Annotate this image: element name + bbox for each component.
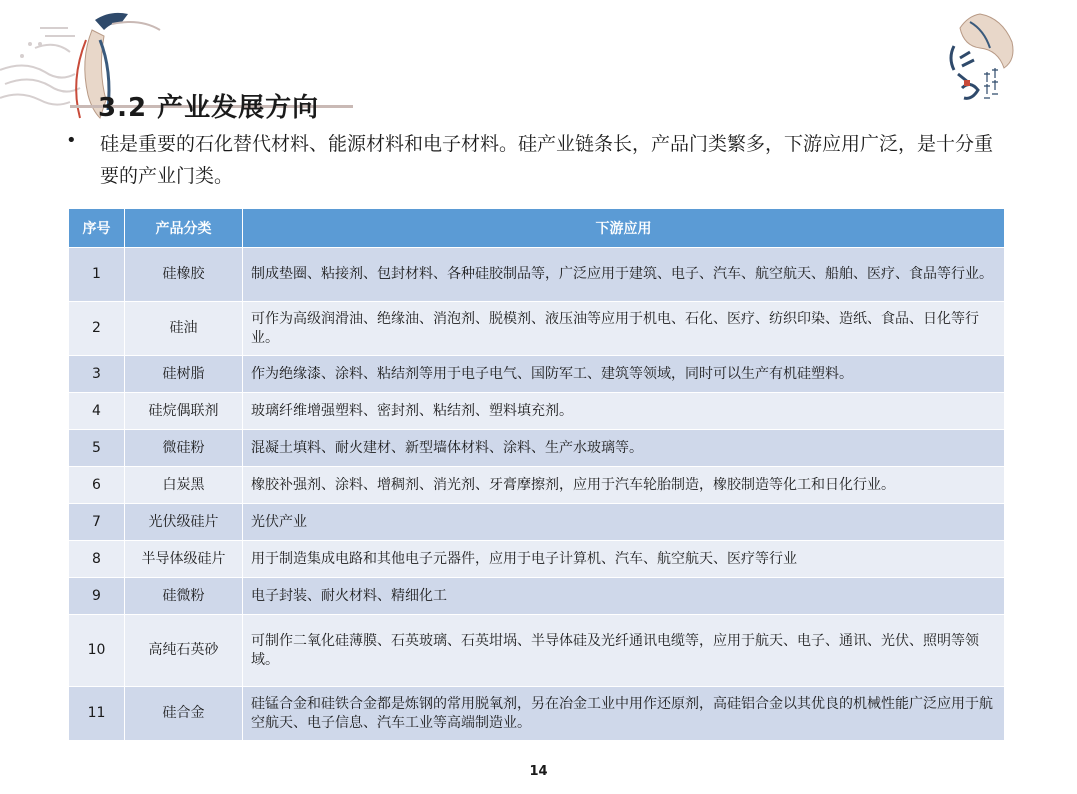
row-application: 混凝土填料、耐火建材、新型墙体材料、涂料、生产水玻璃等。 [243,430,1005,467]
row-application: 硅锰合金和硅铁合金都是炼钢的常用脱氧剂，另在冶金工业中用作还原剂，高硅铝合金以其优良的机械性能广泛应用于航空航天、电子信息、汽车工业等高端制造业。 [243,687,1005,741]
row-num: 7 [69,504,125,541]
row-application: 作为绝缘漆、涂料、粘结剂等用于电子电气、国防军工、建筑等领域，同时可以生产有机硅塑料。 [243,356,1005,393]
row-category: 硅烷偶联剂 [125,393,243,430]
row-num: 2 [69,302,125,356]
table-row [69,504,1005,541]
row-application: 可制作二氧化硅薄膜、石英玻璃、石英坩埚、半导体硅及光纤通讯电缆等，应用于航天、电子、通讯、光伏、照明等领域。 [243,615,1005,687]
table-row [69,393,1005,430]
row-category: 高纯石英砂 [125,615,243,687]
header-category: 产品分类 [125,209,243,248]
page-number: 14 [529,764,548,779]
row-num: 6 [69,467,125,504]
row-num: 4 [69,393,125,430]
row-category: 硅合金 [125,687,243,741]
table-header-row [69,209,1005,248]
table-row [69,578,1005,615]
row-category: 白炭黑 [125,467,243,504]
table-row [69,467,1005,504]
table-row [69,302,1005,356]
intro-text: 硅是重要的石化替代材料、能源材料和电子材料。硅产业链条长，产品门类繁多，下游应用广泛，是十分重要的产业门类。 [100,133,994,187]
row-category: 硅树脂 [125,356,243,393]
header-num: 序号 [69,209,125,248]
table-row [69,615,1005,687]
row-category: 半导体级硅片 [125,541,243,578]
row-application: 可作为高级润滑油、绝缘油、消泡剂、脱模剂、液压油等应用于机电、石化、医疗、纺织印染、造纸、食品、日化等行业。 [243,302,1005,356]
page-title: 3.2 产业发展方向 [98,93,320,124]
row-application: 用于制造集成电路和其他电子元器件，应用于电子计算机、汽车、航空航天、医疗等行业 [243,541,1005,578]
row-category: 硅油 [125,302,243,356]
row-category: 微硅粉 [125,430,243,467]
row-num: 3 [69,356,125,393]
intro-bullet [66,128,996,192]
row-application: 橡胶补强剂、涂料、增稠剂、消光剂、牙膏摩擦剂，应用于汽车轮胎制造，橡胶制造等化工和日化行业。 [243,467,1005,504]
brand-logo-art [940,8,1020,118]
row-application: 电子封装、耐火材料、精细化工 [243,578,1005,615]
table-row [69,541,1005,578]
header-application: 下游应用 [243,209,1005,248]
bullet-marker: • [66,130,77,151]
table-row [69,687,1005,741]
row-application: 玻璃纤维增强塑料、密封剂、粘结剂、塑料填充剂。 [243,393,1005,430]
row-category: 光伏级硅片 [125,504,243,541]
row-num: 9 [69,578,125,615]
row-num: 11 [69,687,125,741]
row-num: 10 [69,615,125,687]
row-application: 光伏产业 [243,504,1005,541]
row-application: 制成垫圈、粘接剂、包封材料、各种硅胶制品等，广泛应用于建筑、电子、汽车、航空航天、船舶、医疗、食品等行业。 [243,248,1005,302]
table-row [69,248,1005,302]
table-row [69,356,1005,393]
product-application-table [68,208,1005,741]
row-num: 1 [69,248,125,302]
row-num: 8 [69,541,125,578]
row-category: 硅橡胶 [125,248,243,302]
row-num: 5 [69,430,125,467]
table-row [69,430,1005,467]
row-category: 硅微粉 [125,578,243,615]
